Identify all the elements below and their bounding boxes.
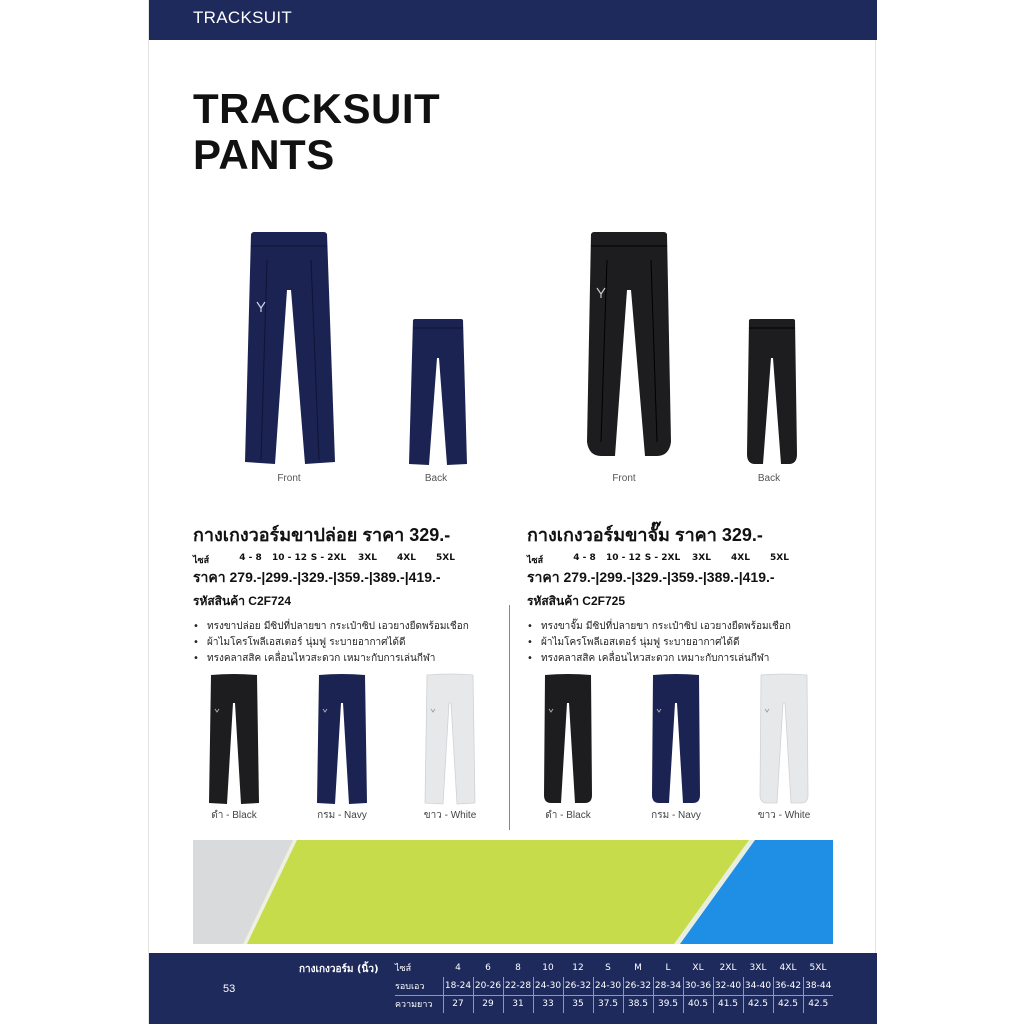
table-cell: 32-40	[713, 977, 743, 995]
table-cell: 4XL	[779, 963, 797, 973]
table-cell: 20-26	[473, 977, 503, 995]
product1-navy-caption: กรม - Navy	[317, 810, 367, 821]
product2-size-row	[527, 553, 847, 567]
table-cell: 34-40	[743, 977, 773, 995]
product2-back-image	[743, 318, 801, 466]
product1-back-image	[407, 318, 469, 468]
size-value: 4 - 8	[239, 553, 262, 563]
table-cell: S	[605, 963, 611, 973]
product2-white-swatch	[757, 673, 811, 805]
product1-navy-swatch	[315, 673, 369, 805]
feature-item: • ทรงคลาสสิค เคลื่อนไหวสะดวก เหมาะกับการเล่นกีฬา	[527, 651, 847, 667]
size-chart-row	[395, 959, 833, 977]
product1-front-image	[239, 230, 339, 468]
table-cell: 39.5	[653, 995, 683, 1013]
table-cell: 18-24	[443, 977, 473, 995]
page-title-line1: TRACKSUIT	[193, 85, 441, 132]
feature-item: • ทรงขาจั๊ม มีซิปที่ปลายขา กระเป๋าซิป เอวยางยืดพร้อมเชือก	[527, 619, 847, 635]
product2-code: รหัสสินค้า C2F725	[527, 594, 625, 608]
table-cell: 35	[563, 995, 593, 1013]
size-value: 10 - 12	[605, 553, 642, 563]
table-cell: 26-32	[623, 977, 653, 995]
column-divider	[509, 605, 510, 830]
feature-item: • ผ้าไมโครโพลีเอสเตอร์ นุ่มฟู ระบายอากาศได้ดี	[193, 635, 513, 651]
size-label: ไซส์	[527, 556, 544, 566]
product2-price-row: ราคา 279.-|299.-|329.-|359.-|389.-|419.-	[527, 569, 775, 585]
product1-white-caption: ขาว - White	[423, 810, 477, 821]
table-cell: 30-36	[683, 977, 713, 995]
size-value: 10 - 12	[271, 553, 308, 563]
header-bar	[149, 0, 877, 40]
table-cell: XL	[692, 963, 704, 973]
table-cell: 24-30	[533, 977, 563, 995]
feature-item: • ทรงคลาสสิค เคลื่อนไหวสะดวก เหมาะกับการเล่นกีฬา	[193, 651, 513, 667]
size-chart-row	[395, 977, 833, 995]
product1-back-caption: Back	[424, 473, 448, 484]
product2-white-caption: ขาว - White	[757, 810, 811, 821]
feature-item: • ผ้าไมโครโพลีเอสเตอร์ นุ่มฟู ระบายอากาศได้ดี	[527, 635, 847, 651]
table-cell: 38-44	[803, 977, 833, 995]
catalog-page	[148, 0, 876, 1024]
table-cell: 29	[473, 995, 503, 1013]
product1-size-row	[193, 553, 513, 567]
table-cell: 24-30	[593, 977, 623, 995]
size-value: S - 2XL	[310, 553, 347, 563]
table-cell: 27	[443, 995, 473, 1013]
table-cell: 40.5	[683, 995, 713, 1013]
product1-code: รหัสสินค้า C2F724	[193, 594, 291, 608]
size-value: 3XL	[358, 553, 377, 563]
page-number: 53	[223, 983, 236, 995]
product1-name: กางเกงวอร์มขาปล่อย ราคา 329.-	[193, 525, 451, 545]
size-chart-row	[395, 995, 833, 1013]
table-cell: 41.5	[713, 995, 743, 1013]
size-label: ไซส์	[193, 556, 210, 566]
table-cell: 42.5	[743, 995, 773, 1013]
size-value: S - 2XL	[644, 553, 681, 563]
product2-details	[527, 520, 847, 667]
size-chart-title: กางเกงวอร์ม (นิ้ว)	[299, 964, 379, 975]
product1-front-caption: Front	[277, 473, 301, 484]
product2-front-caption: Front	[612, 473, 636, 484]
product2-back-caption: Back	[757, 473, 781, 484]
table-cell: M	[634, 963, 642, 973]
row-label: ไซส์	[395, 964, 412, 974]
table-cell: L	[665, 963, 671, 973]
table-cell: 22-28	[503, 977, 533, 995]
table-cell: 38.5	[623, 995, 653, 1013]
table-cell: 12	[572, 963, 584, 973]
size-value: 3XL	[692, 553, 711, 563]
row-label: รอบเอว	[395, 977, 443, 995]
footer-bar	[149, 953, 877, 1024]
table-cell: 6	[485, 963, 491, 973]
table-cell: 28-34	[653, 977, 683, 995]
table-cell: 8	[515, 963, 521, 973]
size-value: 4 - 8	[573, 553, 596, 563]
table-cell: 4	[455, 963, 461, 973]
table-cell: 37.5	[593, 995, 623, 1013]
page-title-line2: PANTS	[193, 131, 335, 178]
size-value: 4XL	[397, 553, 416, 563]
table-cell: 33	[533, 995, 563, 1013]
table-cell: 3XL	[749, 963, 767, 973]
feature-item: • ทรงขาปล่อย มีซิปที่ปลายขา กระเป๋าซิป เอวยางยืดพร้อมเชือก	[193, 619, 513, 635]
product2-front-image	[579, 230, 679, 460]
size-chart-table	[395, 959, 833, 1013]
table-cell: 42.5	[773, 995, 803, 1013]
product2-black-caption: ดำ - Black	[545, 810, 591, 821]
product1-black-caption: ดำ - Black	[211, 810, 257, 821]
product1-details	[193, 520, 513, 667]
size-value: 4XL	[731, 553, 750, 563]
table-cell: 10	[542, 963, 554, 973]
product2-black-swatch	[541, 673, 595, 805]
product1-black-swatch	[207, 673, 261, 805]
product2-features	[527, 619, 847, 667]
table-cell: 5XL	[809, 963, 827, 973]
product1-price-row: ราคา 279.-|299.-|329.-|359.-|389.-|419.-	[193, 569, 441, 585]
page-title	[193, 86, 440, 178]
table-cell: 36-42	[773, 977, 803, 995]
product1-white-swatch	[423, 673, 477, 805]
table-cell: 26-32	[563, 977, 593, 995]
product1-features	[193, 619, 513, 667]
table-cell: 42.5	[803, 995, 833, 1013]
row-label: ความยาว	[395, 1000, 433, 1011]
size-value: 5XL	[770, 553, 789, 563]
table-cell: 31	[503, 995, 533, 1013]
product2-name: กางเกงวอร์มขาจั๊ม ราคา 329.-	[527, 525, 763, 545]
size-value: 5XL	[436, 553, 455, 563]
product2-navy-caption: กรม - Navy	[651, 810, 701, 821]
table-cell: 2XL	[719, 963, 737, 973]
section-title: TRACKSUIT	[193, 8, 293, 27]
product2-navy-swatch	[649, 673, 703, 805]
sport-court-banner	[193, 840, 833, 944]
